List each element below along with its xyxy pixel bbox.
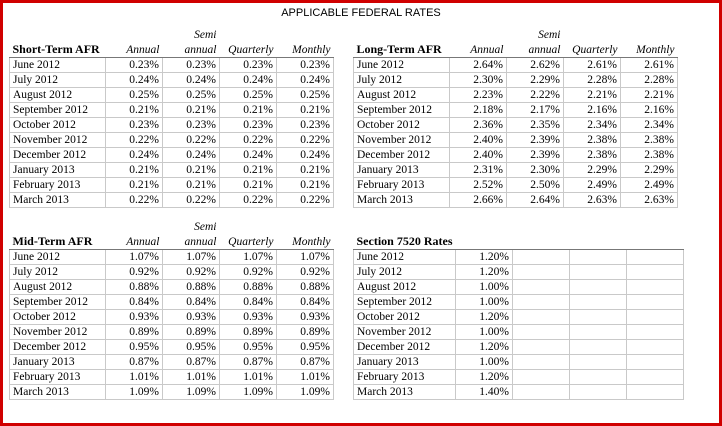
row-period: September 2012 <box>354 103 450 118</box>
row-period: August 2012 <box>10 280 106 295</box>
row-quarterly: 2.21% <box>564 88 621 103</box>
row-quarterly: 2.38% <box>564 133 621 148</box>
row-quarterly: 2.61% <box>564 58 621 73</box>
row-quarterly: 0.21% <box>220 163 277 178</box>
spacer-cell <box>220 220 277 234</box>
row-rate: 1.40% <box>456 385 513 400</box>
table-row <box>10 355 334 370</box>
table-row <box>10 178 334 193</box>
row-semiannual: 1.01% <box>163 370 220 385</box>
row-quarterly: 1.07% <box>220 250 277 265</box>
row-annual: 0.84% <box>106 295 163 310</box>
row-annual: 0.25% <box>106 88 163 103</box>
row-period: December 2012 <box>354 340 456 355</box>
spacer-cell <box>10 220 106 234</box>
row-annual: 0.88% <box>106 280 163 295</box>
spacer-cell <box>106 220 163 234</box>
row-annual: 0.23% <box>106 58 163 73</box>
semi-label-row <box>10 220 334 234</box>
table-row <box>354 133 678 148</box>
row-semiannual: 0.22% <box>163 133 220 148</box>
section-7520-table <box>353 220 684 400</box>
row-quarterly: 1.01% <box>220 370 277 385</box>
table-row <box>10 385 334 400</box>
empty-cell <box>570 355 627 370</box>
column-header-blank <box>627 234 684 250</box>
row-annual: 2.40% <box>450 148 507 163</box>
row-monthly: 2.38% <box>621 133 678 148</box>
row-quarterly: 0.25% <box>220 88 277 103</box>
row-semiannual: 1.09% <box>163 385 220 400</box>
empty-cell <box>513 325 570 340</box>
spacer-cell <box>277 220 334 234</box>
row-monthly: 2.63% <box>621 193 678 208</box>
column-header-quarterly: Quarterly <box>220 42 277 58</box>
row-period: June 2012 <box>354 250 456 265</box>
row-period: December 2012 <box>10 340 106 355</box>
long-term-afr-block <box>353 28 678 208</box>
row-annual: 2.52% <box>450 178 507 193</box>
row-semiannual: 2.39% <box>507 133 564 148</box>
row-period: September 2012 <box>10 103 106 118</box>
row-semiannual: 0.23% <box>163 58 220 73</box>
row-monthly: 0.22% <box>277 133 334 148</box>
column-header-annual: Annual <box>106 42 163 58</box>
row-period: November 2012 <box>10 325 106 340</box>
row-annual: 2.36% <box>450 118 507 133</box>
row-monthly: 2.16% <box>621 103 678 118</box>
row-rate: 1.00% <box>456 325 513 340</box>
row-monthly: 0.93% <box>277 310 334 325</box>
row-period: March 2013 <box>354 385 456 400</box>
row-quarterly: 0.95% <box>220 340 277 355</box>
row-annual: 2.18% <box>450 103 507 118</box>
row-period: July 2012 <box>354 265 456 280</box>
empty-cell <box>570 340 627 355</box>
row-semiannual: 2.39% <box>507 148 564 163</box>
row-semiannual: 0.24% <box>163 148 220 163</box>
table-row <box>354 250 684 265</box>
row-quarterly: 1.09% <box>220 385 277 400</box>
empty-cell <box>627 325 684 340</box>
spacer-cell <box>513 220 570 234</box>
row-rate: 1.00% <box>456 295 513 310</box>
row-annual: 0.87% <box>106 355 163 370</box>
header-row <box>354 234 684 250</box>
row-monthly: 2.21% <box>621 88 678 103</box>
table-row <box>354 340 684 355</box>
row-period: September 2012 <box>354 295 456 310</box>
row-quarterly: 0.93% <box>220 310 277 325</box>
empty-cell <box>513 370 570 385</box>
semi-annual-line1: Semi <box>538 29 561 41</box>
row-period: October 2012 <box>10 310 106 325</box>
row-annual: 0.89% <box>106 325 163 340</box>
empty-cell <box>627 385 684 400</box>
row-semiannual: 0.22% <box>163 193 220 208</box>
table-row <box>10 325 334 340</box>
row-quarterly: 2.49% <box>564 178 621 193</box>
column-header-blank <box>513 234 570 250</box>
column-header-semiannual: annual <box>507 42 564 58</box>
column-header-monthly: Monthly <box>621 42 678 58</box>
spacer-cell <box>627 220 684 234</box>
rates-grid <box>3 22 719 423</box>
row-period: December 2012 <box>354 148 450 163</box>
row-period: March 2013 <box>354 193 450 208</box>
semi-annual-line1: Semi <box>194 221 217 233</box>
row-period: December 2012 <box>10 148 106 163</box>
table-row <box>354 58 678 73</box>
mid-term-afr-block <box>9 220 334 400</box>
spacer-cell <box>220 28 277 42</box>
column-header-annual: Annual <box>450 42 507 58</box>
row-annual: 2.30% <box>450 73 507 88</box>
row-semiannual: 2.22% <box>507 88 564 103</box>
column-header-quarterly: Quarterly <box>564 42 621 58</box>
row-annual: 1.07% <box>106 250 163 265</box>
row-monthly: 2.38% <box>621 148 678 163</box>
empty-cell <box>570 310 627 325</box>
row-monthly: 2.28% <box>621 73 678 88</box>
row-monthly: 2.49% <box>621 178 678 193</box>
row-monthly: 0.23% <box>277 58 334 73</box>
row-quarterly: 0.87% <box>220 355 277 370</box>
empty-cell <box>513 295 570 310</box>
row-annual: 0.21% <box>106 163 163 178</box>
row-period: January 2013 <box>354 163 450 178</box>
row-monthly: 0.95% <box>277 340 334 355</box>
table-row <box>10 310 334 325</box>
table-row <box>354 280 684 295</box>
row-monthly: 1.01% <box>277 370 334 385</box>
section-7520-block <box>353 220 684 400</box>
spacer-cell <box>10 28 106 42</box>
empty-cell <box>570 295 627 310</box>
row-quarterly: 0.22% <box>220 193 277 208</box>
row-annual: 2.66% <box>450 193 507 208</box>
row-period: February 2013 <box>10 178 106 193</box>
row-monthly: 0.22% <box>277 193 334 208</box>
row-period: February 2013 <box>10 370 106 385</box>
row-monthly: 0.21% <box>277 163 334 178</box>
row-quarterly: 0.84% <box>220 295 277 310</box>
row-quarterly: 2.28% <box>564 73 621 88</box>
table-row <box>354 193 678 208</box>
header-row <box>10 42 334 58</box>
empty-cell <box>513 355 570 370</box>
row-quarterly: 0.21% <box>220 103 277 118</box>
row-period: November 2012 <box>10 133 106 148</box>
row-monthly: 0.23% <box>277 118 334 133</box>
table-row <box>10 193 334 208</box>
row-monthly: 0.88% <box>277 280 334 295</box>
empty-cell <box>627 250 684 265</box>
table-row <box>354 163 678 178</box>
table-row <box>354 178 678 193</box>
row-period: June 2012 <box>10 250 106 265</box>
table-row <box>354 103 678 118</box>
empty-cell <box>570 280 627 295</box>
row-period: November 2012 <box>354 325 456 340</box>
empty-cell <box>570 370 627 385</box>
table-row <box>10 295 334 310</box>
column-header-monthly: Monthly <box>277 234 334 250</box>
table-row <box>354 295 684 310</box>
row-period: February 2013 <box>354 178 450 193</box>
row-semiannual: 2.64% <box>507 193 564 208</box>
row-quarterly: 0.24% <box>220 148 277 163</box>
row-rate: 1.20% <box>456 250 513 265</box>
row-annual: 0.21% <box>106 178 163 193</box>
row-semiannual: 2.30% <box>507 163 564 178</box>
row-monthly: 0.21% <box>277 103 334 118</box>
row-annual: 0.24% <box>106 73 163 88</box>
row-annual: 0.23% <box>106 118 163 133</box>
row-period: March 2013 <box>10 385 106 400</box>
row-period: July 2012 <box>10 73 106 88</box>
header-row <box>354 42 678 58</box>
row-period: August 2012 <box>354 280 456 295</box>
empty-cell <box>513 250 570 265</box>
row-period: August 2012 <box>10 88 106 103</box>
column-header-monthly: Monthly <box>277 42 334 58</box>
table-row <box>354 118 678 133</box>
row-semiannual: 0.92% <box>163 265 220 280</box>
row-monthly: 0.92% <box>277 265 334 280</box>
empty-cell <box>627 280 684 295</box>
row-period: October 2012 <box>354 310 456 325</box>
row-period: July 2012 <box>354 73 450 88</box>
table-row <box>354 88 678 103</box>
semi-label-row <box>10 28 334 42</box>
mid-term-afr-heading: Mid-Term AFR <box>10 234 106 250</box>
row-monthly: 0.21% <box>277 178 334 193</box>
short-term-afr-heading: Short-Term AFR <box>10 42 106 58</box>
row-annual: 0.93% <box>106 310 163 325</box>
row-monthly: 1.07% <box>277 250 334 265</box>
empty-cell <box>513 340 570 355</box>
long-term-afr-heading: Long-Term AFR <box>354 42 450 58</box>
row-quarterly: 0.88% <box>220 280 277 295</box>
column-header-blank <box>456 234 513 250</box>
semi-annual-line1: Semi <box>194 29 217 41</box>
table-row <box>10 265 334 280</box>
row-monthly: 0.24% <box>277 73 334 88</box>
column-header-blank <box>570 234 627 250</box>
row-semiannual: 0.24% <box>163 73 220 88</box>
column-header-annual: Annual <box>106 234 163 250</box>
spacer-cell <box>106 28 163 42</box>
empty-cell <box>570 265 627 280</box>
header-row <box>10 234 334 250</box>
spacer-cell <box>570 220 627 234</box>
row-annual: 0.24% <box>106 148 163 163</box>
row-period: July 2012 <box>10 265 106 280</box>
table-row <box>10 88 334 103</box>
row-monthly: 2.61% <box>621 58 678 73</box>
empty-cell <box>627 340 684 355</box>
row-quarterly: 2.16% <box>564 103 621 118</box>
row-semiannual: 2.17% <box>507 103 564 118</box>
semi-label-row <box>354 220 684 234</box>
column-header-semiannual: annual <box>163 42 220 58</box>
row-period: September 2012 <box>10 295 106 310</box>
row-quarterly: 0.92% <box>220 265 277 280</box>
row-annual: 1.01% <box>106 370 163 385</box>
row-semiannual: 0.88% <box>163 280 220 295</box>
row-period: January 2013 <box>10 163 106 178</box>
row-semiannual: 0.25% <box>163 88 220 103</box>
row-monthly: 2.34% <box>621 118 678 133</box>
row-quarterly: 2.34% <box>564 118 621 133</box>
row-rate: 1.00% <box>456 355 513 370</box>
row-semiannual: 2.62% <box>507 58 564 73</box>
row-period: January 2013 <box>354 355 456 370</box>
row-quarterly: 0.24% <box>220 73 277 88</box>
table-row <box>10 340 334 355</box>
row-semiannual: 2.35% <box>507 118 564 133</box>
table-row <box>10 133 334 148</box>
table-row <box>10 250 334 265</box>
spacer-cell <box>354 220 456 234</box>
row-annual: 0.21% <box>106 103 163 118</box>
row-quarterly: 0.89% <box>220 325 277 340</box>
row-rate: 1.20% <box>456 310 513 325</box>
row-semiannual: 2.50% <box>507 178 564 193</box>
mid-term-afr-table <box>9 220 334 400</box>
row-rate: 1.20% <box>456 370 513 385</box>
table-row <box>10 118 334 133</box>
row-monthly: 0.87% <box>277 355 334 370</box>
row-quarterly: 2.38% <box>564 148 621 163</box>
row-semiannual: 0.21% <box>163 178 220 193</box>
row-semiannual: 1.07% <box>163 250 220 265</box>
table-row <box>354 73 678 88</box>
row-monthly: 0.84% <box>277 295 334 310</box>
row-period: January 2013 <box>10 355 106 370</box>
table-row <box>10 58 334 73</box>
row-period: June 2012 <box>10 58 106 73</box>
table-row <box>354 265 684 280</box>
row-period: October 2012 <box>354 118 450 133</box>
row-annual: 0.92% <box>106 265 163 280</box>
table-row <box>354 325 684 340</box>
table-row <box>10 163 334 178</box>
row-quarterly: 2.63% <box>564 193 621 208</box>
table-row <box>354 310 684 325</box>
spacer-cell <box>621 28 678 42</box>
row-period: October 2012 <box>10 118 106 133</box>
row-annual: 0.22% <box>106 193 163 208</box>
spacer-cell <box>564 28 621 42</box>
row-period: August 2012 <box>354 88 450 103</box>
table-row <box>10 73 334 88</box>
empty-cell <box>627 310 684 325</box>
row-period: March 2013 <box>10 193 106 208</box>
column-header-semiannual: annual <box>163 234 220 250</box>
semi-label-row <box>354 28 678 42</box>
row-semiannual: 0.84% <box>163 295 220 310</box>
table-row <box>354 355 684 370</box>
row-period: February 2013 <box>354 370 456 385</box>
empty-cell <box>513 265 570 280</box>
row-annual: 2.31% <box>450 163 507 178</box>
spacer-cell <box>456 220 513 234</box>
row-quarterly: 0.23% <box>220 118 277 133</box>
row-annual: 0.22% <box>106 133 163 148</box>
empty-cell <box>627 370 684 385</box>
short-term-afr-block <box>9 28 334 208</box>
row-annual: 2.64% <box>450 58 507 73</box>
row-semiannual: 0.95% <box>163 340 220 355</box>
table-row <box>10 148 334 163</box>
column-header-quarterly: Quarterly <box>220 234 277 250</box>
spacer-cell <box>450 28 507 42</box>
row-rate: 1.00% <box>456 280 513 295</box>
row-semiannual: 0.89% <box>163 325 220 340</box>
row-monthly: 0.89% <box>277 325 334 340</box>
row-monthly: 1.09% <box>277 385 334 400</box>
row-rate: 1.20% <box>456 265 513 280</box>
empty-cell <box>513 280 570 295</box>
long-term-afr-table <box>353 28 678 208</box>
table-row <box>10 280 334 295</box>
row-semiannual: 0.87% <box>163 355 220 370</box>
spacer-cell <box>354 28 450 42</box>
table-row <box>10 370 334 385</box>
row-monthly: 0.25% <box>277 88 334 103</box>
row-quarterly: 0.23% <box>220 58 277 73</box>
table-row <box>10 103 334 118</box>
spacer-cell <box>277 28 334 42</box>
empty-cell <box>513 310 570 325</box>
row-rate: 1.20% <box>456 340 513 355</box>
short-term-afr-table <box>9 28 334 208</box>
row-annual: 0.95% <box>106 340 163 355</box>
empty-cell <box>627 295 684 310</box>
table-row <box>354 370 684 385</box>
row-period: November 2012 <box>354 133 450 148</box>
row-semiannual: 0.21% <box>163 163 220 178</box>
row-quarterly: 2.29% <box>564 163 621 178</box>
empty-cell <box>570 325 627 340</box>
row-annual: 2.23% <box>450 88 507 103</box>
row-semiannual: 0.21% <box>163 103 220 118</box>
row-annual: 1.09% <box>106 385 163 400</box>
row-semiannual: 0.23% <box>163 118 220 133</box>
empty-cell <box>513 385 570 400</box>
row-quarterly: 0.21% <box>220 178 277 193</box>
table-row <box>354 385 684 400</box>
row-semiannual: 0.93% <box>163 310 220 325</box>
section-7520-heading: Section 7520 Rates <box>354 234 456 250</box>
row-semiannual: 2.29% <box>507 73 564 88</box>
empty-cell <box>570 250 627 265</box>
row-quarterly: 0.22% <box>220 133 277 148</box>
empty-cell <box>627 355 684 370</box>
row-monthly: 0.24% <box>277 148 334 163</box>
row-period: June 2012 <box>354 58 450 73</box>
empty-cell <box>570 385 627 400</box>
row-annual: 2.40% <box>450 133 507 148</box>
row-monthly: 2.29% <box>621 163 678 178</box>
empty-cell <box>627 265 684 280</box>
table-row <box>354 148 678 163</box>
page-title: APPLICABLE FEDERAL RATES <box>281 7 441 19</box>
